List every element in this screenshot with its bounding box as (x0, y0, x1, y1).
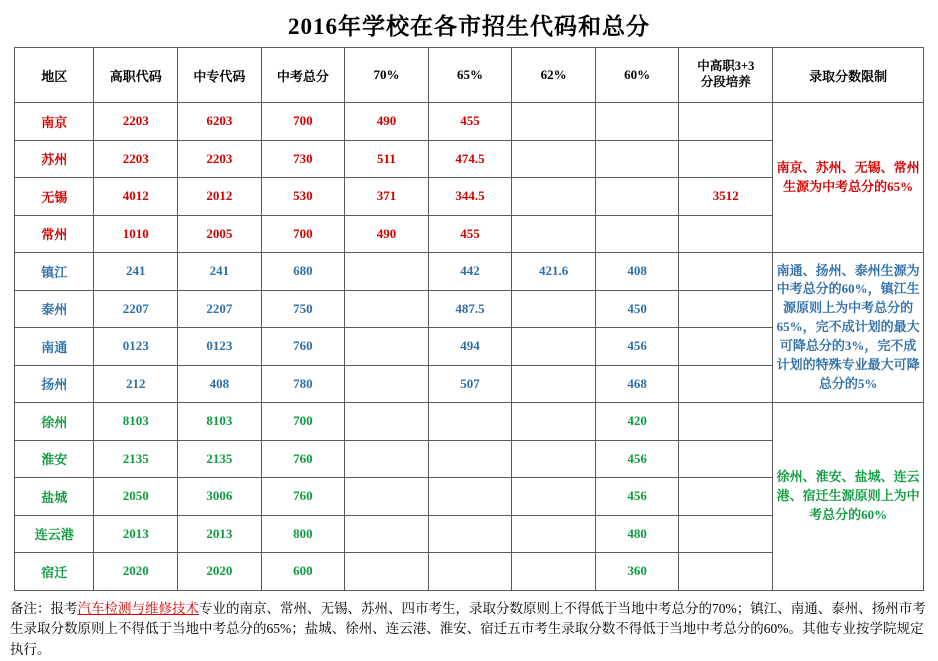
cell-total-score: 700 (261, 103, 345, 141)
note-teal-group: 南通、扬州、泰州生源为中考总分的60%，镇江生源原则上为中考总分的65%，完不成计划的最大可降总分的3%，完不成计划的特殊专业最大可降总分的5% (773, 253, 924, 403)
cell-pct-60: 456 (595, 478, 679, 516)
footer-rest: 专业的南京、常州、无锡、苏州、四市考生，录取分数原则上不得低于当地中考总分的70%；镇江、南通、泰州、扬州市考生录取分数原则上不得低于当地中考总分的65%；盐城、徐州、连云港、淮安、宿迁五市考生录取分数不得低于当地中考总分的60%。其他专业按学院规定执行。 (10, 601, 926, 658)
cell-pct-62 (512, 103, 596, 141)
cell-region: 徐州 (15, 403, 94, 441)
page-title: 2016年学校在各市招生代码和总分 (0, 0, 938, 47)
cell-zhongzhuan-code: 8103 (178, 403, 262, 441)
cell-region: 南京 (15, 103, 94, 141)
cell-gaozhi-code: 241 (94, 253, 178, 291)
cell-gaozhi-code: 2207 (94, 290, 178, 328)
cell-pct-60: 450 (595, 290, 679, 328)
note-red-group: 南京、苏州、无锡、常州生源为中考总分的65% (773, 103, 924, 253)
cell-pct-62 (512, 140, 596, 178)
cell-pct-60 (595, 103, 679, 141)
cell-gaozhi-code: 2013 (94, 515, 178, 553)
cell-zhongzhuan-code: 241 (178, 253, 262, 291)
cell-pct-70 (345, 253, 429, 291)
cell-mixed-program (679, 253, 773, 291)
cell-mixed-program (679, 103, 773, 141)
cell-zhongzhuan-code: 2020 (178, 553, 262, 591)
cell-pct-65 (428, 440, 512, 478)
header-pct-60: 60% (595, 48, 679, 103)
header-pct-62: 62% (512, 48, 596, 103)
footer-note (10, 599, 928, 661)
cell-pct-70 (345, 365, 429, 403)
cell-region: 常州 (15, 215, 94, 253)
cell-mixed-program (679, 365, 773, 403)
cell-pct-60 (595, 215, 679, 253)
cell-gaozhi-code: 2020 (94, 553, 178, 591)
cell-zhongzhuan-code: 6203 (178, 103, 262, 141)
cell-gaozhi-code: 2135 (94, 440, 178, 478)
header-gaozhi-code: 高职代码 (94, 48, 178, 103)
cell-total-score: 730 (261, 140, 345, 178)
cell-region: 南通 (15, 328, 94, 366)
cell-pct-60 (595, 178, 679, 216)
cell-region: 泰州 (15, 290, 94, 328)
cell-pct-70: 511 (345, 140, 429, 178)
cell-mixed-program (679, 328, 773, 366)
header-mixed-program-line2: 分段培养 (681, 75, 770, 91)
cell-pct-65: 455 (428, 215, 512, 253)
cell-pct-62 (512, 553, 596, 591)
cell-gaozhi-code: 2203 (94, 103, 178, 141)
cell-pct-70 (345, 403, 429, 441)
cell-pct-62: 421.6 (512, 253, 596, 291)
cell-pct-60 (595, 140, 679, 178)
cell-zhongzhuan-code: 2005 (178, 215, 262, 253)
cell-total-score: 530 (261, 178, 345, 216)
cell-gaozhi-code: 212 (94, 365, 178, 403)
cell-mixed-program (679, 140, 773, 178)
cell-mixed-program: 3512 (679, 178, 773, 216)
cell-total-score: 760 (261, 440, 345, 478)
cell-pct-62 (512, 290, 596, 328)
cell-gaozhi-code: 4012 (94, 178, 178, 216)
cell-pct-62 (512, 440, 596, 478)
header-zhongzhuan-code: 中专代码 (178, 48, 262, 103)
cell-pct-70: 490 (345, 215, 429, 253)
cell-pct-60: 456 (595, 440, 679, 478)
cell-region: 宿迁 (15, 553, 94, 591)
cell-pct-65: 455 (428, 103, 512, 141)
cell-zhongzhuan-code: 3006 (178, 478, 262, 516)
cell-mixed-program (679, 403, 773, 441)
cell-total-score: 750 (261, 290, 345, 328)
cell-zhongzhuan-code: 2203 (178, 140, 262, 178)
cell-zhongzhuan-code: 2013 (178, 515, 262, 553)
cell-pct-60: 468 (595, 365, 679, 403)
cell-mixed-program (679, 478, 773, 516)
cell-zhongzhuan-code: 408 (178, 365, 262, 403)
cell-total-score: 700 (261, 403, 345, 441)
cell-pct-70 (345, 515, 429, 553)
cell-mixed-program (679, 553, 773, 591)
cell-region: 扬州 (15, 365, 94, 403)
table-row (15, 103, 924, 141)
cell-gaozhi-code: 1010 (94, 215, 178, 253)
cell-pct-60: 480 (595, 515, 679, 553)
cell-gaozhi-code: 8103 (94, 403, 178, 441)
cell-mixed-program (679, 440, 773, 478)
cell-pct-70: 371 (345, 178, 429, 216)
cell-region: 淮安 (15, 440, 94, 478)
cell-pct-65: 442 (428, 253, 512, 291)
cell-total-score: 760 (261, 328, 345, 366)
cell-gaozhi-code: 2050 (94, 478, 178, 516)
cell-pct-62 (512, 178, 596, 216)
cell-gaozhi-code: 0123 (94, 328, 178, 366)
header-mixed-program (679, 48, 773, 103)
cell-region: 盐城 (15, 478, 94, 516)
cell-pct-70 (345, 478, 429, 516)
admission-code-table (14, 47, 924, 591)
header-mixed-program-line1: 中高职3+3 (681, 59, 770, 75)
cell-pct-60: 408 (595, 253, 679, 291)
table-row (15, 253, 924, 291)
header-score-limit-note: 录取分数限制 (773, 48, 924, 103)
cell-pct-60: 360 (595, 553, 679, 591)
cell-total-score: 800 (261, 515, 345, 553)
cell-pct-70 (345, 440, 429, 478)
cell-pct-65 (428, 478, 512, 516)
cell-region: 苏州 (15, 140, 94, 178)
cell-pct-62 (512, 365, 596, 403)
cell-region: 镇江 (15, 253, 94, 291)
cell-region: 连云港 (15, 515, 94, 553)
cell-pct-65 (428, 515, 512, 553)
cell-region: 无锡 (15, 178, 94, 216)
cell-pct-62 (512, 478, 596, 516)
cell-zhongzhuan-code: 2135 (178, 440, 262, 478)
cell-pct-65: 474.5 (428, 140, 512, 178)
cell-zhongzhuan-code: 2012 (178, 178, 262, 216)
cell-pct-62 (512, 515, 596, 553)
header-total-score: 中考总分 (261, 48, 345, 103)
cell-total-score: 760 (261, 478, 345, 516)
cell-total-score: 680 (261, 253, 345, 291)
header-region: 地区 (15, 48, 94, 103)
cell-pct-60: 456 (595, 328, 679, 366)
cell-pct-65 (428, 553, 512, 591)
footer-prefix: 备注：报考 (10, 601, 78, 616)
cell-mixed-program (679, 290, 773, 328)
cell-mixed-program (679, 515, 773, 553)
cell-pct-70 (345, 328, 429, 366)
cell-total-score: 700 (261, 215, 345, 253)
cell-pct-70: 490 (345, 103, 429, 141)
cell-mixed-program (679, 215, 773, 253)
cell-pct-70 (345, 290, 429, 328)
cell-pct-62 (512, 403, 596, 441)
table-body (15, 103, 924, 591)
cell-pct-65: 494 (428, 328, 512, 366)
table-header-row (15, 48, 924, 103)
cell-total-score: 780 (261, 365, 345, 403)
note-green-group: 徐州、淮安、盐城、连云港、宿迁生源原则上为中考总分的60% (773, 403, 924, 591)
cell-zhongzhuan-code: 2207 (178, 290, 262, 328)
cell-pct-62 (512, 328, 596, 366)
cell-pct-70 (345, 553, 429, 591)
header-pct-70: 70% (345, 48, 429, 103)
cell-gaozhi-code: 2203 (94, 140, 178, 178)
cell-pct-62 (512, 215, 596, 253)
cell-pct-60: 420 (595, 403, 679, 441)
table-row (15, 403, 924, 441)
cell-total-score: 600 (261, 553, 345, 591)
cell-pct-65: 487.5 (428, 290, 512, 328)
footer-major-link[interactable]: 汽车检测与维修技术 (78, 601, 200, 616)
cell-pct-65 (428, 403, 512, 441)
cell-pct-65: 507 (428, 365, 512, 403)
cell-zhongzhuan-code: 0123 (178, 328, 262, 366)
header-pct-65: 65% (428, 48, 512, 103)
cell-pct-65: 344.5 (428, 178, 512, 216)
table-header (15, 48, 924, 103)
